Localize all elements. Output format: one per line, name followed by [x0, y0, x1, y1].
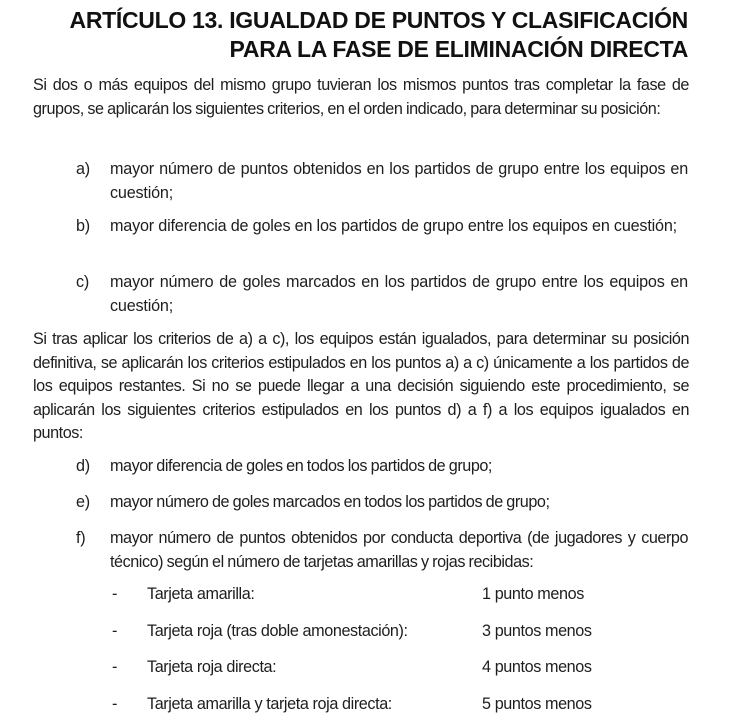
penalty-row [112, 619, 692, 643]
bullet-dash: - [112, 695, 117, 713]
criterion-d [76, 455, 688, 479]
criterion-text: mayor número de goles marcados en los partidos de grupo entre los equipos en cuestión; [110, 273, 688, 315]
penalty-value: 5 puntos menos [482, 695, 592, 713]
criterion-label: e) [76, 493, 90, 511]
penalty-value: 4 puntos menos [482, 658, 592, 676]
penalty-value: 1 punto menos [482, 585, 584, 603]
article-title [0, 6, 688, 64]
criterion-label: b) [76, 217, 90, 235]
article-title-line-2: PARA LA FASE DE ELIMINACIÓN DIRECTA [229, 36, 688, 62]
criterion-label: d) [76, 457, 90, 475]
penalty-label: Tarjeta amarilla: [147, 585, 255, 603]
criterion-a [76, 158, 688, 205]
criterion-b [76, 215, 688, 239]
penalty-label: Tarjeta roja directa: [147, 658, 277, 676]
intro-paragraph: Si dos o más equipos del mismo grupo tuvieran los mismos puntos tras completar la fase de grupos, se aplicarán los siguientes criterios, en el orden indicado, para determinar su posición: [33, 76, 689, 118]
criterion-text: mayor diferencia de goles en los partidos de grupo entre los equipos en cuestión; [110, 217, 677, 235]
penalty-row [112, 655, 692, 679]
criterion-label: f) [76, 529, 86, 547]
bullet-dash: - [112, 585, 117, 603]
penalty-label: Tarjeta amarilla y tarjeta roja directa: [147, 695, 392, 713]
criterion-label: a) [76, 160, 90, 178]
criterion-text: mayor número de goles marcados en todos los partidos de grupo; [110, 493, 550, 511]
penalty-label: Tarjeta roja (tras doble amonestación): [147, 622, 408, 640]
criterion-text: mayor número de puntos obtenidos por conducta deportiva (de jugadores y cuerpo técnico) según el número de tarjetas amarillas y rojas recibidas: [110, 529, 688, 571]
penalty-value: 3 puntos menos [482, 622, 592, 640]
criterion-c [76, 271, 688, 318]
penalty-row [112, 582, 692, 606]
bullet-dash: - [112, 658, 117, 676]
criterion-e [76, 491, 688, 515]
criterion-text: mayor diferencia de goles en todos los partidos de grupo; [110, 457, 492, 475]
criterion-f [76, 527, 688, 574]
criterion-label: c) [76, 273, 90, 291]
criterion-text: mayor número de puntos obtenidos en los partidos de grupo entre los equipos en cuestión; [110, 160, 688, 202]
bullet-dash: - [112, 622, 117, 640]
article-title-line-1: ARTÍCULO 13. IGUALDAD DE PUNTOS Y CLASIFICACIÓN [69, 7, 688, 33]
middle-paragraph: Si tras aplicar los criterios de a) a c), los equipos están igualados, para determinar su posición definitiva, se aplicarán los criterios estipulados en los puntos a) a c) únicamente a los partidos de los equipos restantes. Si no se puede llegar a una decisión siguiendo este procedimiento, se aplicarán los siguientes criterios estipulados en los puntos d) a f) a los equipos igualados en puntos: [33, 330, 689, 442]
penalty-row [112, 692, 692, 716]
